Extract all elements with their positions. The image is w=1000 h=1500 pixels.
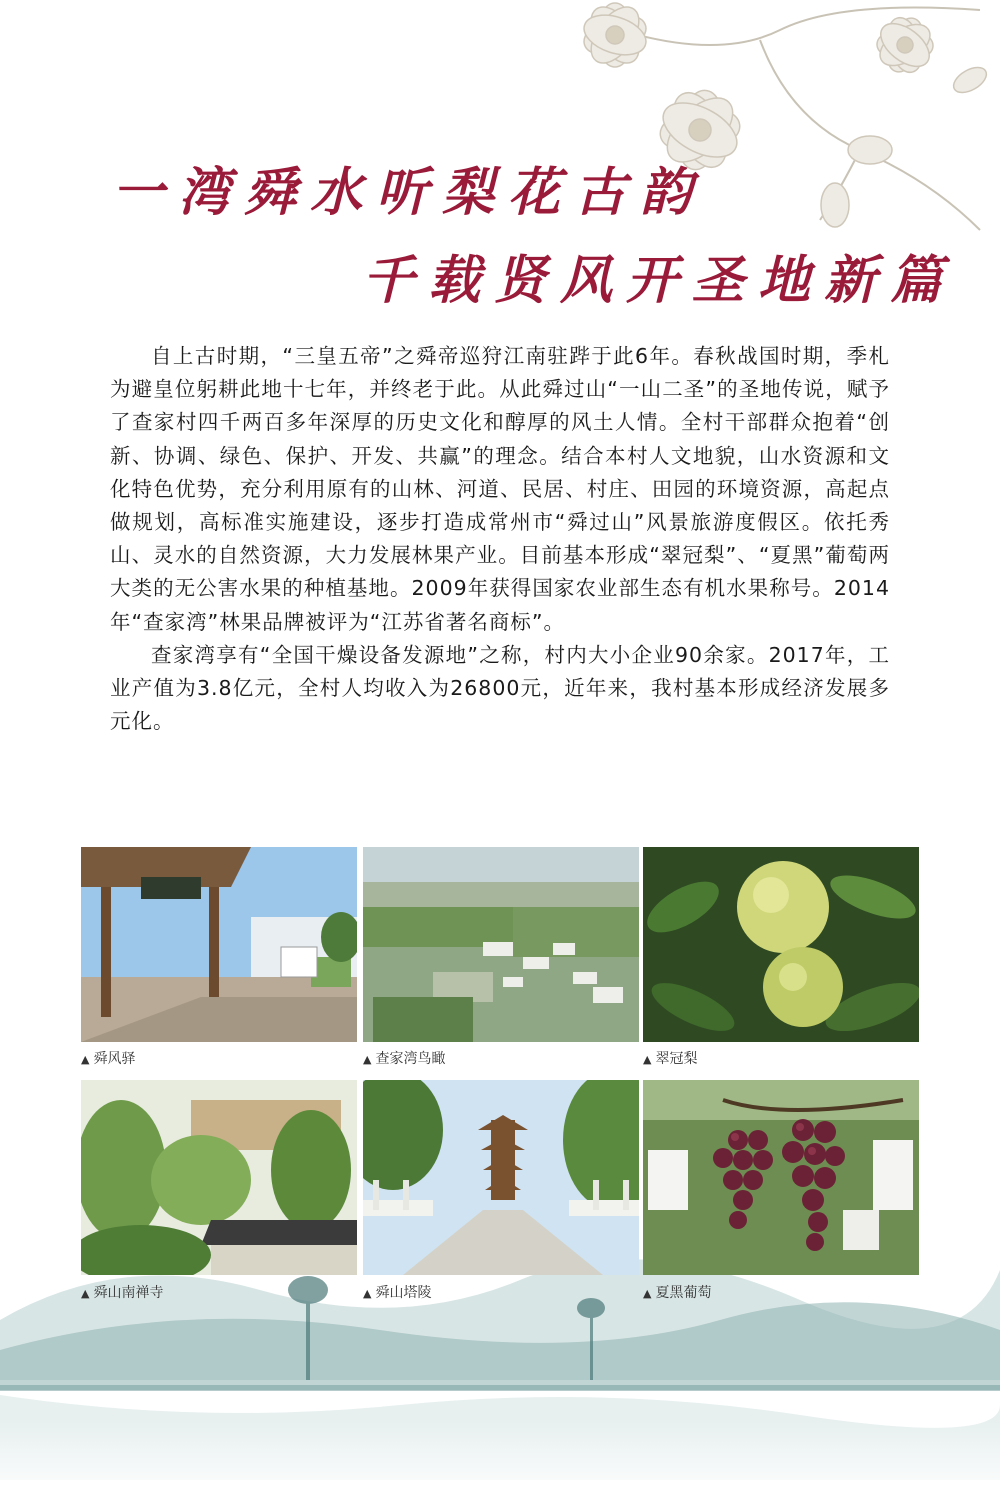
triangle-marker-icon: ▲ xyxy=(643,1287,652,1300)
caption-5 xyxy=(363,1282,431,1302)
triangle-marker-icon: ▲ xyxy=(363,1053,372,1066)
triangle-marker-icon: ▲ xyxy=(643,1053,652,1066)
caption-text: 查家湾鸟瞰 xyxy=(375,1051,446,1067)
caption-text: 舜山南禅寺 xyxy=(93,1285,164,1301)
caption-text: 舜山塔陵 xyxy=(375,1285,432,1301)
title-line-1: 一湾舜水听梨花古韵 xyxy=(112,162,707,223)
photo-nanchan-temple xyxy=(81,1080,357,1275)
caption-6 xyxy=(643,1282,711,1302)
article-body xyxy=(110,340,890,738)
caption-text: 翠冠梨 xyxy=(655,1051,698,1067)
photo-grapes xyxy=(643,1080,919,1275)
caption-4 xyxy=(81,1282,163,1302)
triangle-marker-icon: ▲ xyxy=(81,1287,90,1300)
caption-text: 夏黑葡萄 xyxy=(655,1285,712,1301)
title-line-2: 千载贤风开圣地新篇 xyxy=(362,250,957,311)
photo-aerial-view xyxy=(363,847,639,1042)
paragraph-1: 自上古时期，“三皇五帝”之舜帝巡狩江南驻跸于此6年。春秋战国时期，季札为避皇位躬耕此地十七年，并终老于此。从此舜过山“一山二圣”的圣地传说，赋予了查家村四千两百多年深厚的历史文化和醇厚的风土人情。全村干部群众抱着“创新、协调、绿色、保护、开发、共赢”的理念。结合本村人文地貌，山水资源和文化特色优势，充分利用原有的山林、河道、民居、村庄、田园的环境资源，高起点做规划，高标准实施建设，逐步打造成常州市“舜过山”风景旅游度假区。依托秀山、灵水的自然资源，大力发展林果产业。目前基本形成“翠冠梨”、“夏黑”葡萄两大类的无公害水果的种植基地。2009年获得国家农业部生态有机水果称号。2014年“查家湾”林果品牌被评为“江苏省著名商标”。 xyxy=(110,344,890,634)
photo-shunfengyi xyxy=(81,847,357,1042)
caption-2 xyxy=(363,1048,445,1068)
triangle-marker-icon: ▲ xyxy=(81,1053,90,1066)
caption-1 xyxy=(81,1048,135,1068)
photo-pagoda xyxy=(363,1080,639,1275)
triangle-marker-icon: ▲ xyxy=(363,1287,372,1300)
paragraph-2: 查家湾享有“全国干燥设备发源地”之称，村内大小企业90余家。2017年，工业产值为3.8亿元，全村人均收入为26800元，近年来，我村基本形成经济发展多元化。 xyxy=(110,642,890,734)
caption-3 xyxy=(643,1048,697,1068)
photo-pears xyxy=(643,847,919,1042)
caption-text: 舜风驿 xyxy=(93,1051,136,1067)
